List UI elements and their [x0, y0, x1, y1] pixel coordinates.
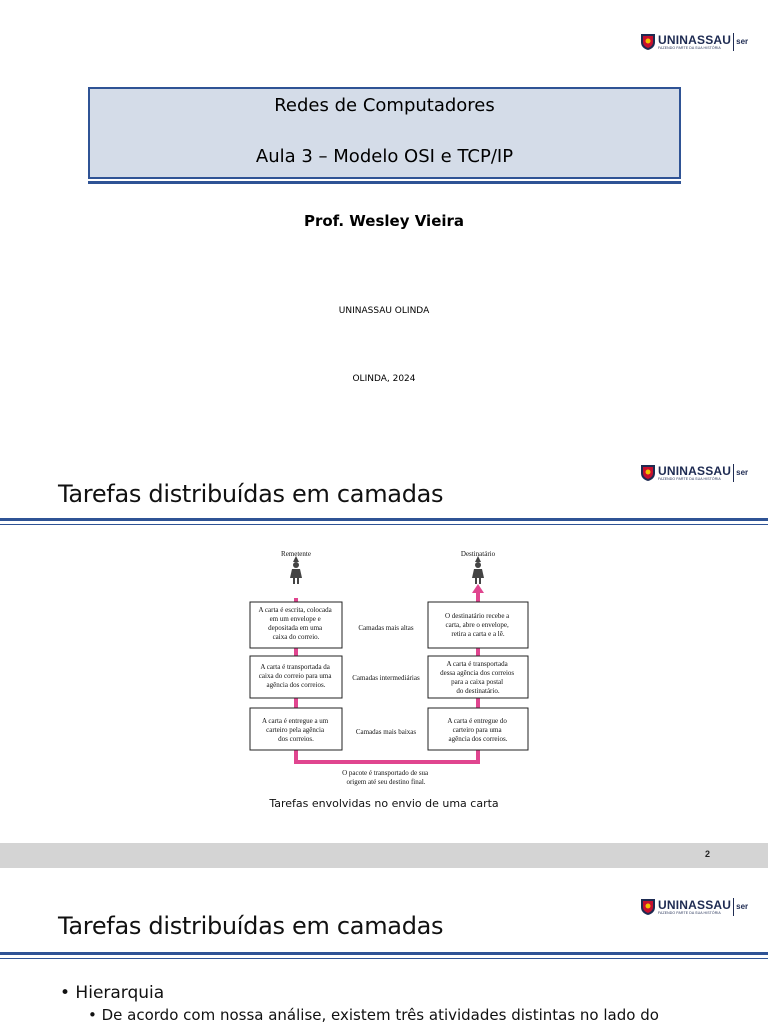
bullet-hierarquia: • Hierarquia — [60, 983, 165, 1003]
place-date: OLINDA, 2024 — [352, 374, 416, 384]
layer-label-upper: Camadas mais altas — [358, 624, 414, 632]
sender-label: Remetente — [281, 550, 311, 558]
logo-tagline: FAZENDO PARTE DA SUA HISTÓRIA — [658, 477, 721, 481]
receiver-label: Destinatário — [460, 550, 496, 558]
logo-tagline: FAZENDO PARTE DA SUA HISTÓRIA — [658, 46, 721, 50]
lesson-title: Aula 3 – Modelo OSI e TCP/IP — [255, 146, 514, 167]
slide-1 — [0, 0, 768, 450]
bottom-note: O pacote é transportado de sua origem até seu destino final. — [342, 769, 429, 786]
receiver-box-3 — [428, 708, 528, 750]
logo-group: ser — [736, 468, 749, 477]
svg-text:A carta é entregue do: A carta é entregue do carteiro para uma agência dos correios. — [447, 717, 508, 743]
slide-3 — [0, 868, 768, 1024]
slide-heading: Tarefas distribuídas em camadas — [58, 480, 444, 508]
sender-box-3 — [250, 708, 342, 750]
sender-person-icon — [290, 556, 302, 584]
letter-diagram — [0, 450, 768, 800]
up-arrow-icon — [472, 584, 484, 593]
uninassau-logo — [640, 898, 748, 916]
layer-label-lower: Camadas mais baixas — [355, 728, 417, 736]
title-box — [88, 87, 681, 179]
footer-bar — [0, 843, 768, 868]
shield-icon — [640, 898, 656, 916]
course-title: Redes de Computadores — [274, 95, 495, 116]
layer-label-middle: Camadas intermediárias — [352, 674, 420, 682]
logo-brand: UNINASSAU — [658, 898, 732, 912]
slide-2 — [0, 450, 768, 868]
logo-brand: UNINASSAU — [658, 464, 732, 478]
figure-caption: Tarefas envolvidas no envio de uma carta — [269, 797, 499, 810]
logo-group: ser — [736, 902, 749, 911]
receiver-box-2 — [428, 656, 528, 698]
uninassau-logo — [640, 33, 748, 51]
logo-brand: UNINASSAU — [658, 33, 732, 47]
shield-icon — [640, 33, 656, 51]
svg-text:A carta é entregue a um: A carta é entregue a um carteiro pela agência dos correios. — [261, 717, 329, 743]
sender-box-2 — [250, 656, 342, 698]
logo-group: ser — [736, 37, 749, 46]
receiver-person-icon — [472, 556, 484, 584]
receiver-box-1 — [428, 602, 528, 648]
svg-text:O destinatário recebe a: O destinatário recebe a carta, abre o envelope, retira a carta e a lê. — [444, 612, 510, 638]
bullet-analysis: • De acordo com nossa análise, existem três atividades distintas no lado do — [88, 1006, 659, 1024]
page-number: 2 — [704, 849, 710, 859]
svg-text:A carta é transportada: A carta é transportada dessa agência dos correios para a caixa postal do destinatário. — [440, 660, 515, 695]
svg-text:A carta é escrita, colocada: A carta é escrita, colocada em um envelope e depositada em uma caixa do correio. — [258, 606, 332, 641]
logo-tagline: FAZENDO PARTE DA SUA HISTÓRIA — [658, 911, 721, 915]
professor-name: Prof. Wesley Vieira — [303, 212, 465, 230]
sender-box-1 — [250, 602, 342, 648]
svg-text:A carta é transportada da: A carta é transportada da caixa do correio para uma agência dos correios. — [258, 663, 332, 689]
slide-heading: Tarefas distribuídas em camadas — [58, 912, 444, 940]
institution-name: UNINASSAU OLINDA — [338, 306, 430, 316]
